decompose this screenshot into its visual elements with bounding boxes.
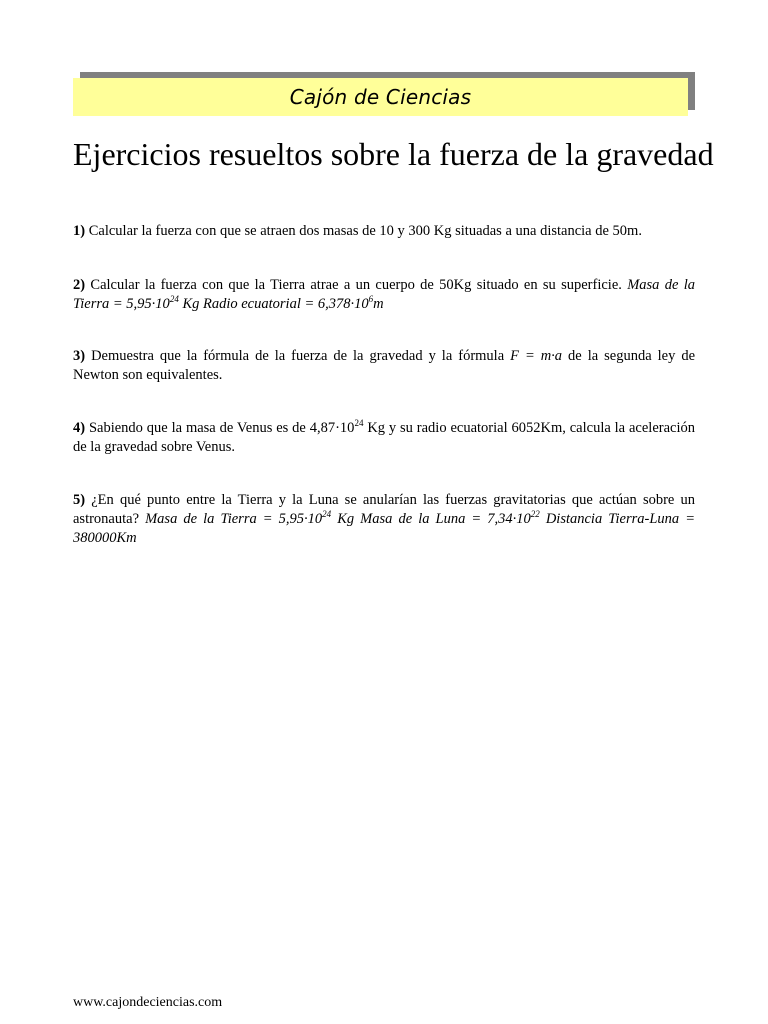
banner-title: Cajón de Ciencias xyxy=(289,85,472,109)
data-earth-radius: Kg Radio ecuatorial = 6,378·10 xyxy=(182,296,369,312)
exercise-2 xyxy=(73,276,695,314)
exercise-text: Demuestra que la fórmula de la fuerza de la gravedad y la fórmula xyxy=(91,348,505,364)
exponent: 24 xyxy=(169,294,179,304)
banner-face xyxy=(73,78,688,116)
exercise-data xyxy=(73,511,695,546)
page-title: Ejercicios resueltos sobre la fuerza de la gravedad xyxy=(73,136,714,172)
exercise-text-cont: Kg y su radio ecuatorial 6052Km, calcula la aceleración de la gravedad sobre Venus. xyxy=(73,420,695,455)
data-earth-mass: Masa de la Tierra = 5,95·10 xyxy=(145,511,323,527)
exponent: 24 xyxy=(322,509,332,519)
exponent: 22 xyxy=(530,509,540,519)
data-moon-mass: Kg Masa de la Luna = 7,34·10 xyxy=(337,511,531,527)
exercise-4 xyxy=(73,419,695,457)
footer-url: www.cajondeciencias.com xyxy=(73,995,223,1010)
exercise-number: 1) xyxy=(73,223,86,239)
exponent: 6 xyxy=(368,294,374,304)
data-unit: m xyxy=(373,296,384,312)
exercise-text: Calcular la fuerza con que la Tierra atrae a un cuerpo de 50Kg situado en su superficie. xyxy=(90,277,622,293)
exercise-text-cont: de la segunda ley de Newton son equivalentes. xyxy=(73,348,696,383)
header-banner xyxy=(73,72,695,116)
exercise-text: Calcular la fuerza con que se atraen dos masas de 10 y 300 Kg situadas a una distancia de 50m. xyxy=(88,223,642,239)
exercise-text: ¿En qué punto entre la Tierra y la Luna se anularían las fuerzas gravitatorias que actúan sobre un astronauta? xyxy=(73,492,695,527)
data-earth-mass: Masa de la Tierra = 5,95·10 xyxy=(73,277,696,312)
data-distance: Distancia Tierra-Luna = 380000Km xyxy=(73,511,696,546)
exercise-3 xyxy=(73,347,695,385)
exercise-number: 5) xyxy=(73,492,86,508)
exercise-5 xyxy=(73,491,695,548)
exercise-number: 4) xyxy=(73,420,86,436)
exercise-1 xyxy=(73,222,695,241)
exercise-formula: F = m·a xyxy=(510,348,563,364)
exercise-number: 2) xyxy=(73,277,86,293)
exercise-number: 3) xyxy=(73,348,86,364)
exponent: 24 xyxy=(354,418,364,428)
exercise-text: Sabiendo que la masa de Venus es de 4,87·10 xyxy=(88,420,355,436)
